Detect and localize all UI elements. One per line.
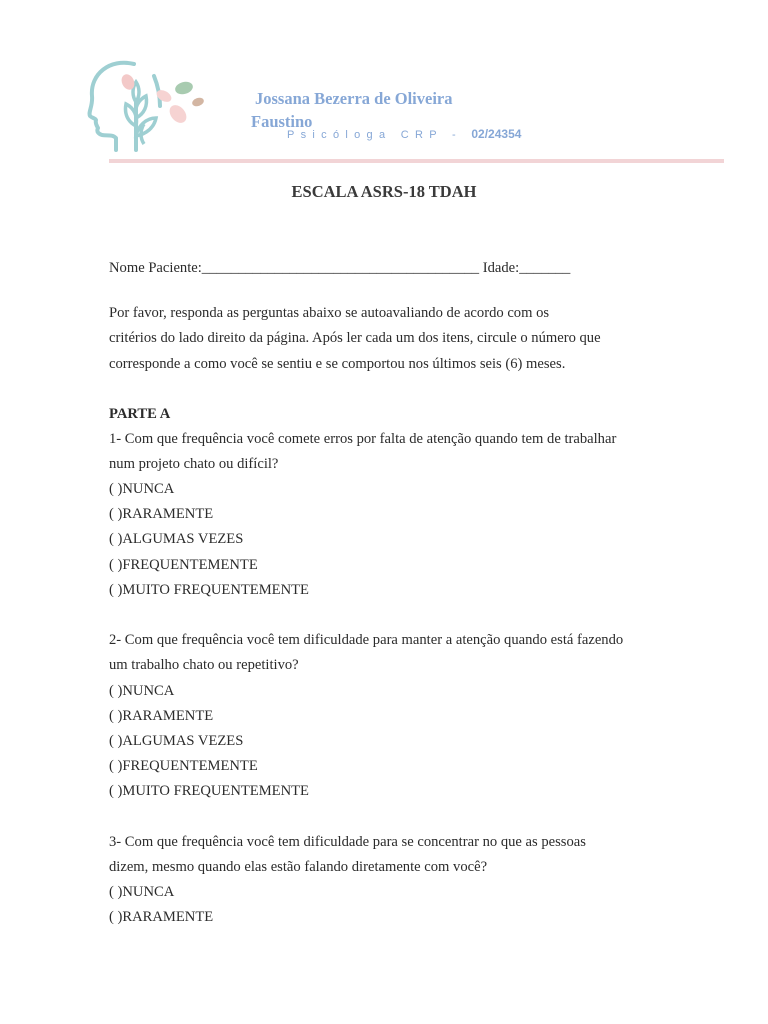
- question-3-text: 3- Com que frequência você tem dificuldade para se concentrar no que as pessoas: [109, 834, 586, 850]
- crp-number: 02/24354: [471, 127, 522, 141]
- instructions-line-1: Por favor, responda as perguntas abaixo se autoavaliando de acordo com os: [109, 305, 550, 321]
- header-divider: [109, 159, 724, 163]
- q1-option-nunca[interactable]: ( )NUNCA: [109, 481, 175, 497]
- q3-option-raramente[interactable]: ( )RARAMENTE: [109, 909, 214, 925]
- instructions-line-2: critérios do lado direito da página. Após ler cada um dos itens, circule o número que: [109, 330, 601, 346]
- document-title: ESCALA ASRS-18 TDAH: [291, 182, 477, 201]
- question-3-text-cont: dizem, mesmo quando elas estão falando diretamente com você?: [109, 859, 488, 875]
- patient-name-age-line: Nome Paciente:______________________________________ Idade:_______: [109, 260, 571, 276]
- q1-option-muito-frequentemente[interactable]: ( )MUITO FREQUENTEMENTE: [109, 582, 309, 598]
- role-label: Psicóloga CRP -: [287, 129, 472, 141]
- q1-option-raramente[interactable]: ( )RARAMENTE: [109, 506, 214, 522]
- part-a-heading: PARTE A: [109, 406, 171, 422]
- q2-option-nunca[interactable]: ( )NUNCA: [109, 683, 175, 699]
- q2-option-algumas-vezes[interactable]: ( )ALGUMAS VEZES: [109, 733, 244, 749]
- q2-option-raramente[interactable]: ( )RARAMENTE: [109, 708, 214, 724]
- crp-registration: [287, 127, 521, 141]
- q2-option-frequentemente[interactable]: ( )FREQUENTEMENTE: [109, 758, 258, 774]
- question-2-text-cont: um trabalho chato ou repetitivo?: [109, 657, 299, 673]
- question-1-text-cont: num projeto chato ou difícil?: [109, 456, 279, 472]
- question-1-text: 1- Com que frequência você comete erros por falta de atenção quando tem de trabalhar: [109, 431, 617, 447]
- q1-option-algumas-vezes[interactable]: ( )ALGUMAS VEZES: [109, 531, 244, 547]
- instructions-line-3: corresponde a como você se sentiu e se comportou nos últimos seis (6) meses.: [109, 356, 566, 372]
- q2-option-muito-frequentemente[interactable]: ( )MUITO FREQUENTEMENTE: [109, 783, 309, 799]
- q3-option-nunca[interactable]: ( )NUNCA: [109, 884, 175, 900]
- psychologist-name: Jossana Bezerra de Oliveira: [255, 89, 453, 108]
- q1-option-frequentemente[interactable]: ( )FREQUENTEMENTE: [109, 557, 258, 573]
- psychologist-name-continued: Faustino: [251, 112, 313, 131]
- head-leaves-icon: [86, 56, 210, 152]
- psychology-logo: [86, 56, 210, 152]
- question-2-text: 2- Com que frequência você tem dificuldade para manter a atenção quando está fazendo: [109, 632, 624, 648]
